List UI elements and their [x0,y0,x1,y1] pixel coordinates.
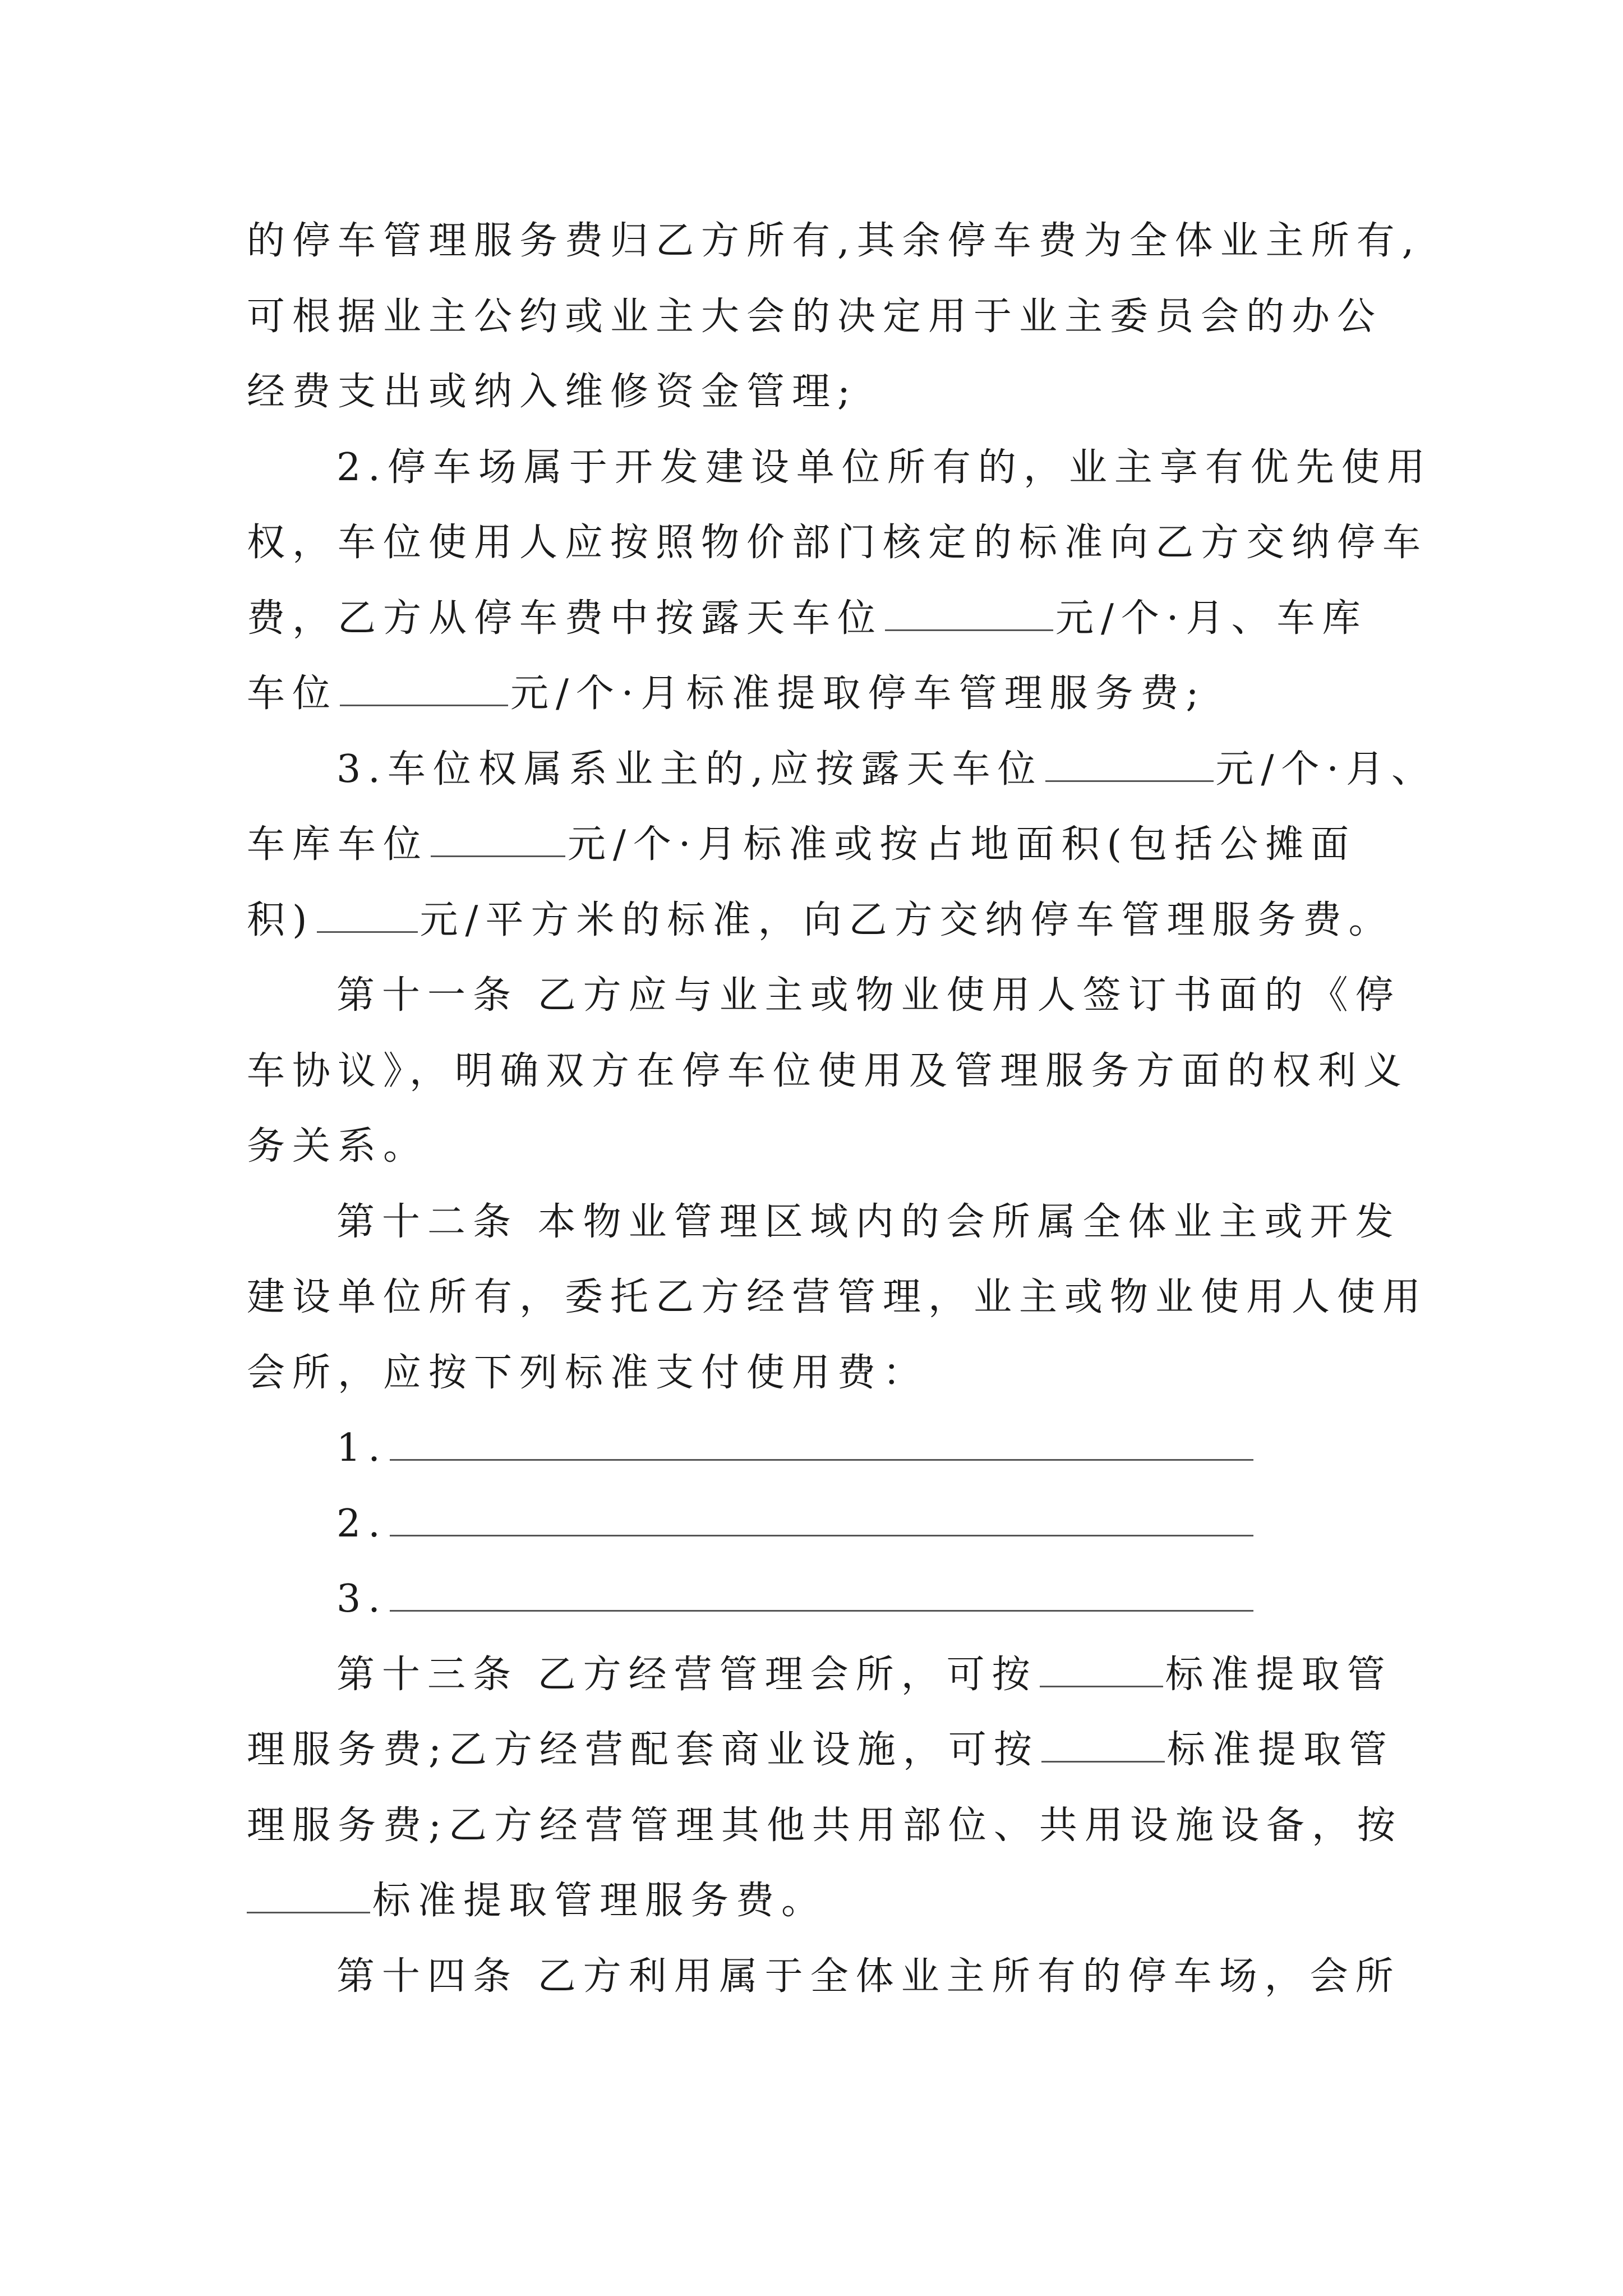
text-line [336,1647,1393,1703]
text-span: 的停车管理服务费归乙方所有,其余停车费为全体业主所有, [247,219,1422,263]
text-span: 第十一条 乙方应与业主或物业使用人签订书面的《停 [336,973,1401,1018]
text-span: 元/个·月标准提取停车管理服务费; [510,671,1206,716]
text-span: 建设单位所有，委托乙方经营管理，业主或物业使用人使用 [247,1275,1428,1319]
text-span: 2.停车场属于开发建设单位所有的，业主享有优先使用 [336,445,1432,490]
text-line [247,591,1368,647]
text-span: 权，车位使用人应按照物价部门核定的标准向乙方交纳停车 [247,521,1428,565]
text-span: 务关系。 [247,1124,429,1168]
text-span: 车协议》，明确双方在停车位使用及管理服务方面的权利义 [247,1049,1409,1093]
fill-blank [1040,1651,1163,1687]
fill-blank [340,670,508,706]
list-item [336,1571,1256,1627]
fill-blank [431,821,565,857]
text-span: 费，乙方从停车费中按露天车位 [247,596,883,641]
text-line [247,1798,1403,1854]
text-span: 标准提取管 [1166,1728,1394,1772]
text-line [247,1873,827,1929]
text-line [336,440,1432,496]
text-span: 第十四条 乙方利用属于全体业主所有的停车场，会所 [336,1954,1401,1999]
text-line [247,515,1428,571]
text-line [247,892,1394,949]
list-number: 2. [336,1502,388,1546]
list-item [336,1496,1256,1552]
text-line [247,817,1356,873]
fill-blank [390,1575,1253,1612]
text-line [247,213,1421,269]
text-line [336,968,1401,1024]
list-number: 1. [336,1426,388,1470]
text-line [247,289,1382,345]
text-line [247,1119,428,1175]
text-span: 元/平方米的标准，向乙方交纳停车管理服务费。 [419,898,1394,942]
text-span: 3.车位权属系业主的,应按露天车位 [336,747,1043,792]
fill-blank [317,896,418,933]
text-line [247,1722,1394,1778]
text-line [336,742,1437,798]
text-span: 标准提取管理服务费。 [372,1879,827,1923]
fill-blank [390,1424,1253,1461]
fill-blank [1045,746,1214,782]
text-line [247,1043,1409,1099]
text-line [247,364,857,420]
fill-blank [885,595,1053,631]
text-span: 车库车位 [247,822,429,867]
text-span: 第十三条 乙方经营管理会所，可按 [336,1653,1038,1697]
text-span: 可根据业主公约或业主大会的决定用于业主委员会的办公 [247,295,1383,339]
text-span: 标准提取管 [1165,1653,1393,1697]
text-span: 积) [247,898,315,942]
text-span: 理服务费;乙方经营管理其他共用部位、共用设施设备，按 [247,1803,1403,1848]
text-span: 经费支出或纳入维修资金管理; [247,370,857,414]
text-span: 理服务费;乙方经营配套商业设施，可按 [247,1728,1039,1772]
fill-blank [390,1500,1253,1536]
text-span: 车位 [247,671,338,716]
list-number: 3. [336,1577,388,1621]
text-span: 元/个·月、 [1215,747,1437,792]
fill-blank [1041,1726,1165,1763]
text-line [247,1345,928,1401]
text-span: 元/个·月标准或按占地面积(包括公摊面 [568,822,1357,867]
text-span: 会所，应按下列标准支付使用费： [247,1351,929,1395]
text-span: 第十二条 本物业管理区域内的会所属全体业主或开发 [336,1200,1401,1244]
text-line [336,1194,1401,1250]
text-line [247,666,1206,722]
fill-blank [247,1877,370,1913]
list-item [336,1420,1256,1476]
text-span: 元/个·月、车库 [1055,596,1368,641]
text-line [247,1269,1428,1326]
text-line [336,1949,1401,2005]
